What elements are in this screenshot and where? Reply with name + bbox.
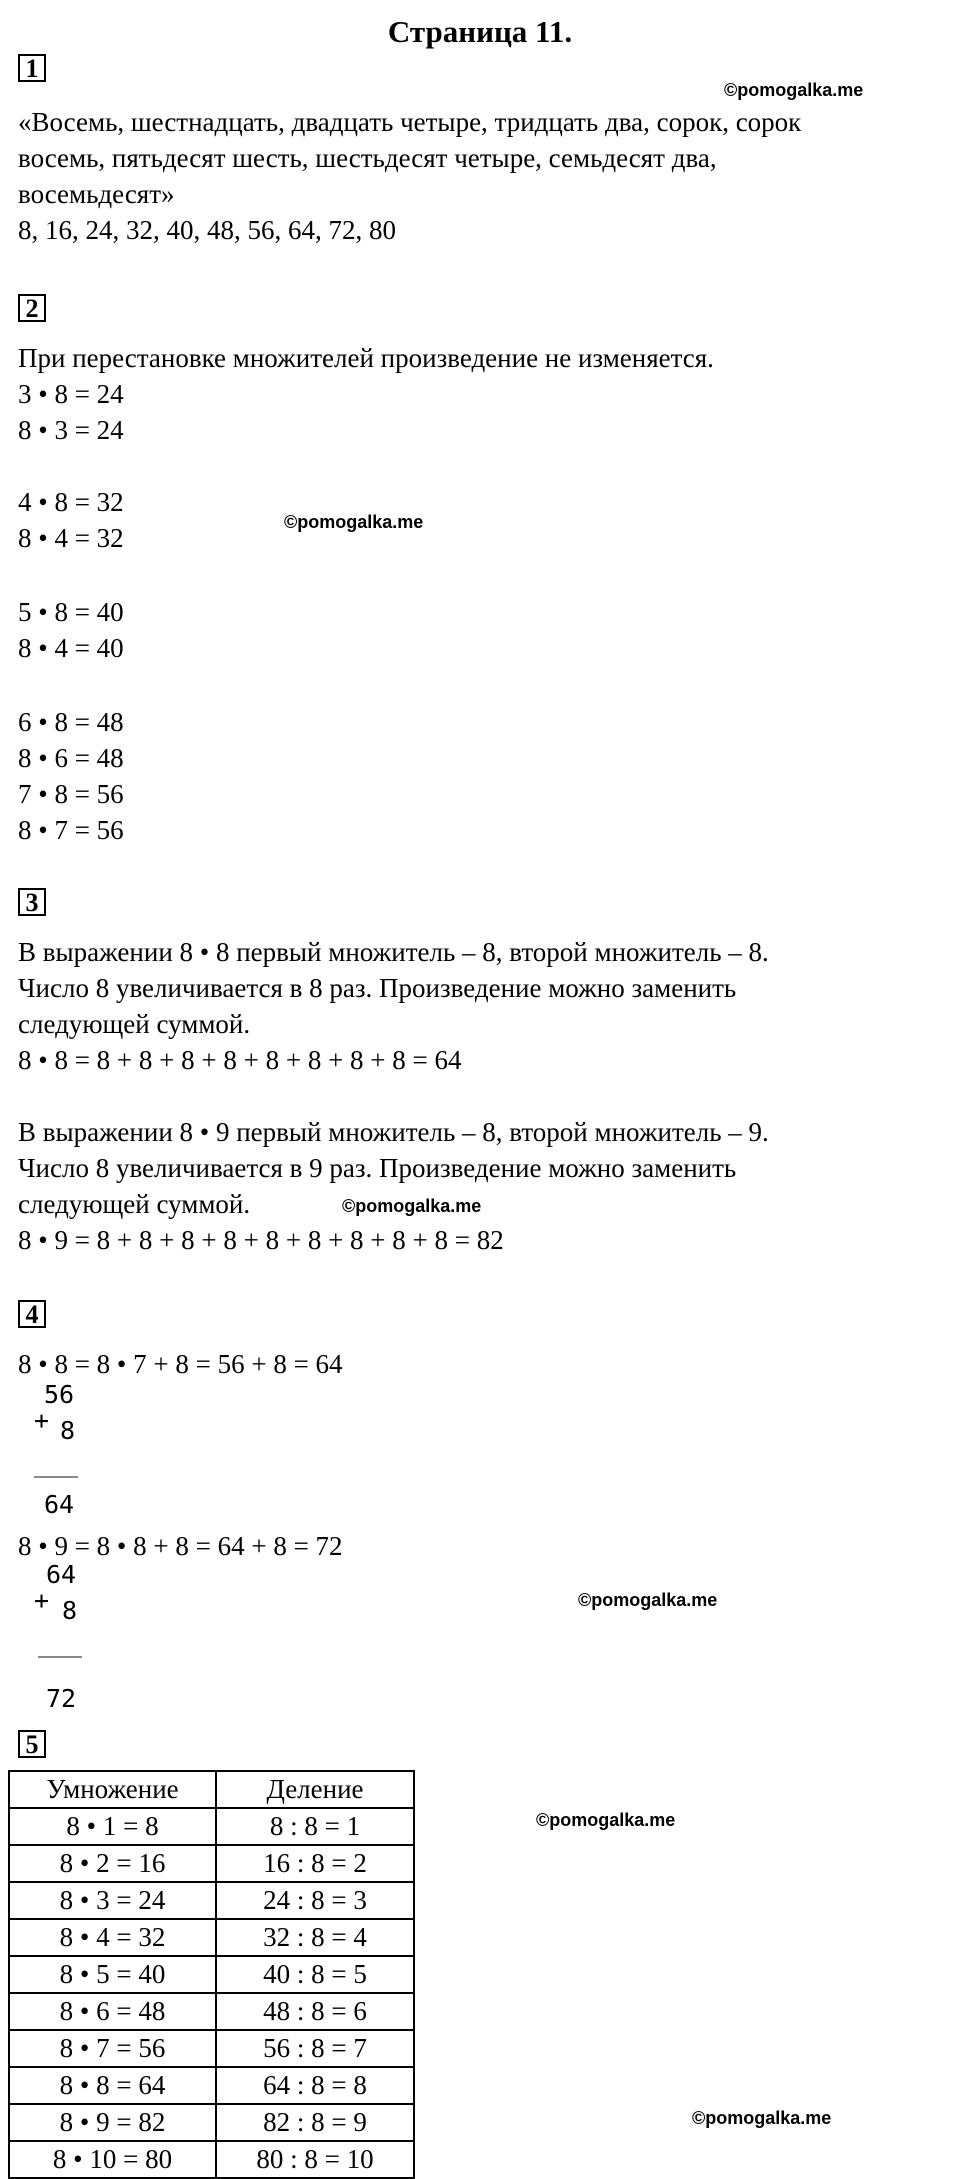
sum-line: [38, 1656, 82, 1658]
task-3-line: В выражении 8 • 9 первый множитель – 8, второй множитель – 9.: [18, 1117, 769, 1147]
table-cell: 48 : 8 = 6: [216, 1993, 414, 2030]
table-cell: 8 • 3 = 24: [9, 1882, 216, 1919]
table-cell: 40 : 8 = 5: [216, 1956, 414, 1993]
task-2-line: 4 • 8 = 32: [18, 487, 124, 517]
page-title: Страница 11.: [387, 14, 573, 49]
column-addend-bottom: 8: [60, 1416, 76, 1445]
task-1-number: 1: [18, 54, 46, 82]
task-3-line: В выражении 8 • 8 первый множитель – 8, второй множитель – 8.: [18, 937, 769, 967]
watermark: ©pomogalka.me: [284, 512, 424, 532]
table-cell: 8 • 7 = 56: [9, 2030, 216, 2067]
task-3-line: Число 8 увеличивается в 9 раз. Произведение можно заменить: [18, 1153, 737, 1183]
task-3-line: 8 • 8 = 8 + 8 + 8 + 8 + 8 + 8 + 8 + 8 = 64: [18, 1045, 462, 1075]
column-result: 72: [46, 1684, 77, 1713]
plus-sign: +: [34, 1586, 50, 1615]
table-header: Деление: [216, 1771, 414, 1808]
watermark: ©pomogalka.me: [342, 1196, 482, 1216]
table-cell: 8 • 9 = 82: [9, 2104, 216, 2141]
table-row: [9, 2067, 414, 2104]
table-row: [9, 2030, 414, 2067]
watermark: ©pomogalka.me: [692, 2108, 832, 2128]
column-addend-top: 64: [46, 1560, 77, 1589]
task-3-line: следующей суммой.: [18, 1189, 251, 1219]
task-2-line: 6 • 8 = 48: [18, 707, 124, 737]
table-cell: 32 : 8 = 4: [216, 1919, 414, 1956]
column-result: 64: [44, 1490, 75, 1519]
task-1-line: «Восемь, шестнадцать, двадцать четыре, тридцать два, сорок, сорок: [18, 107, 802, 137]
task-1-line: восемь, пятьдесят шесть, шестьдесят четыре, семьдесят два,: [18, 143, 717, 173]
sum-line: [34, 1476, 78, 1478]
task-2-line: 8 • 4 = 40: [18, 633, 124, 663]
table-row: [9, 2141, 414, 2178]
task-1-answer: 8, 16, 24, 32, 40, 48, 56, 64, 72, 80: [18, 215, 396, 245]
task-4-line: 8 • 9 = 8 • 8 + 8 = 64 + 8 = 72: [18, 1531, 343, 1561]
table-cell: 8 • 10 = 80: [9, 2141, 216, 2178]
plus-sign: +: [34, 1406, 50, 1435]
task-2-line: 8 • 7 = 56: [18, 815, 124, 845]
table-header-row: [9, 1771, 414, 1808]
table-cell: 64 : 8 = 8: [216, 2067, 414, 2104]
task-2-line: 3 • 8 = 24: [18, 379, 124, 409]
table-cell: 8 • 6 = 48: [9, 1993, 216, 2030]
task-2-line: 8 • 6 = 48: [18, 743, 124, 773]
task-1-line: восемьдесят»: [18, 179, 175, 209]
table-cell: 8 • 8 = 64: [9, 2067, 216, 2104]
task-3-line: 8 • 9 = 8 + 8 + 8 + 8 + 8 + 8 + 8 + 8 + 8 = 82: [18, 1225, 504, 1255]
table-cell: 24 : 8 = 3: [216, 1882, 414, 1919]
task-3-line: следующей суммой.: [18, 1009, 251, 1039]
task-2-number: 2: [18, 294, 46, 322]
task-4-line: 8 • 8 = 8 • 7 + 8 = 56 + 8 = 64: [18, 1349, 343, 1379]
task-2-line: 8 • 4 = 32: [18, 523, 124, 553]
task-2-rule: При перестановке множителей произведение не изменяется.: [18, 343, 714, 373]
table-cell: 8 • 4 = 32: [9, 1919, 216, 1956]
table-row: [9, 1919, 414, 1956]
table-cell: 56 : 8 = 7: [216, 2030, 414, 2067]
task-2-line: 8 • 3 = 24: [18, 415, 124, 445]
task-5-number: 5: [18, 1730, 46, 1758]
table-row: [9, 1845, 414, 1882]
table-header: Умножение: [9, 1771, 216, 1808]
task-3-number: 3: [18, 888, 46, 916]
table-row: [9, 1882, 414, 1919]
table-cell: 82 : 8 = 9: [216, 2104, 414, 2141]
watermark: ©pomogalka.me: [536, 1810, 676, 1830]
task-2-line: 5 • 8 = 40: [18, 597, 124, 627]
table-cell: 8 • 1 = 8: [9, 1808, 216, 1845]
column-addend-top: 56: [44, 1380, 75, 1409]
table-row: [9, 2104, 414, 2141]
table-row: [9, 1956, 414, 1993]
table-cell: 16 : 8 = 2: [216, 1845, 414, 1882]
table-cell: 8 • 5 = 40: [9, 1956, 216, 1993]
watermark: ©pomogalka.me: [724, 80, 864, 100]
table-cell: 8 : 8 = 1: [216, 1808, 414, 1845]
column-addend-bottom: 8: [62, 1596, 78, 1625]
multiplication-division-table: [8, 1770, 415, 2179]
task-3-line: Число 8 увеличивается в 8 раз. Произведение можно заменить: [18, 973, 737, 1003]
table-cell: 80 : 8 = 10: [216, 2141, 414, 2178]
task-2-line: 7 • 8 = 56: [18, 779, 124, 809]
watermark: ©pomogalka.me: [578, 1590, 718, 1610]
table-row: [9, 1993, 414, 2030]
table-cell: 8 • 2 = 16: [9, 1845, 216, 1882]
task-4-number: 4: [18, 1300, 46, 1328]
table-row: [9, 1808, 414, 1845]
